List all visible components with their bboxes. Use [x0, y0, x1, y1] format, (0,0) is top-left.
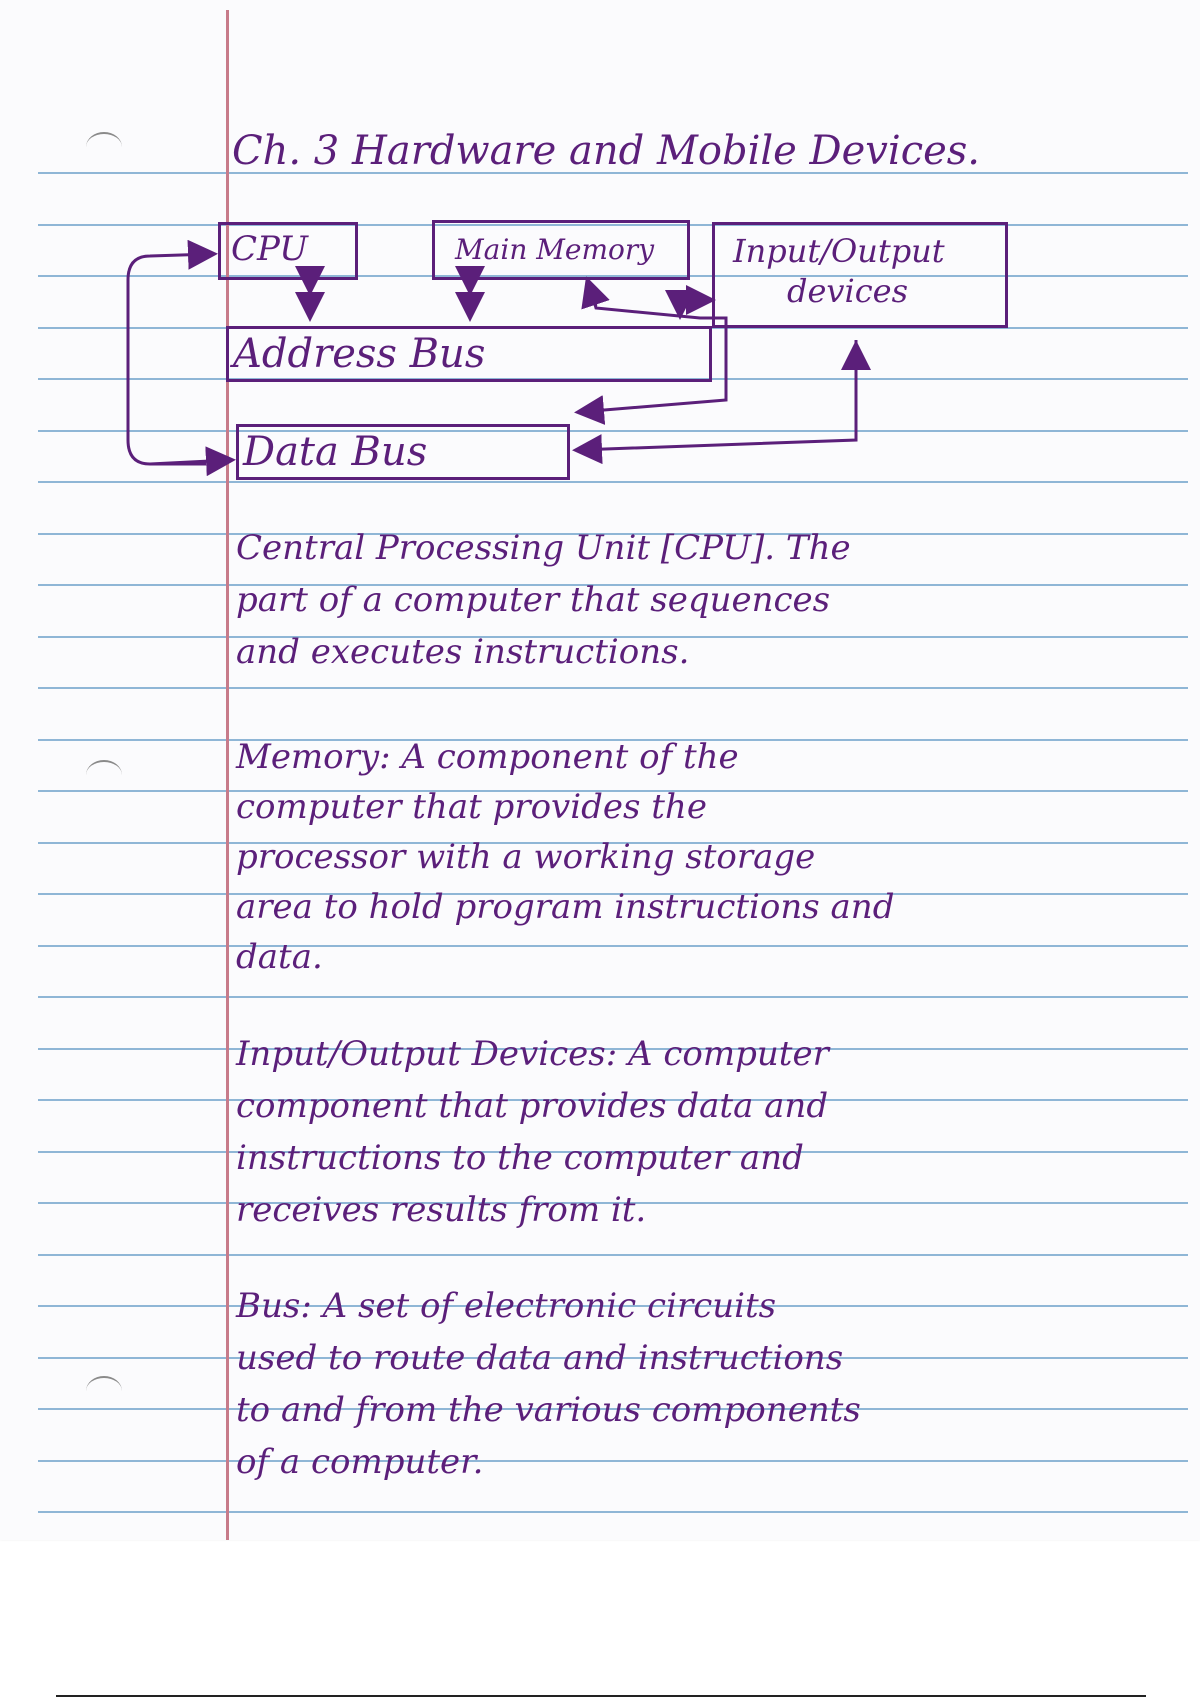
def-line: Memory: A component of the [236, 737, 739, 777]
def-line: of a computer. [236, 1442, 484, 1482]
page-title: Ch. 3 Hardware and Mobile Devices. [232, 128, 981, 174]
diagram-connectors [0, 0, 1200, 560]
data-bus-label: Data Bus [243, 429, 428, 475]
def-line: data. [236, 937, 323, 977]
ruled-line [38, 687, 1188, 689]
scan-bottom-line [56, 1695, 1146, 1697]
definition-cpu [236, 522, 1136, 678]
def-line: Input/Output Devices: A computer [236, 1034, 829, 1074]
punch-hole [86, 760, 122, 790]
io-label-line2: devices [787, 272, 909, 310]
punch-hole [86, 132, 122, 162]
def-line: to and from the various components [236, 1390, 861, 1430]
loop-to-data-arrow [150, 460, 230, 464]
main-memory-label: Main Memory [455, 233, 655, 266]
def-line: instructions to the computer and [236, 1138, 804, 1178]
data-cpu-loop [128, 254, 212, 464]
address-bus-label: Address Bus [233, 331, 486, 377]
def-line: Bus: A set of electronic circuits [236, 1286, 777, 1326]
ruled-line [38, 996, 1188, 998]
ruled-line [38, 1254, 1188, 1256]
def-line: processor with a working storage [236, 837, 816, 877]
memory-up-arrow [588, 282, 596, 306]
def-line: computer that provides the [236, 787, 707, 827]
address-bus-box [226, 326, 712, 382]
definition-memory [236, 732, 1136, 982]
io-label-line1: Input/Output [733, 232, 945, 270]
main-memory-box [432, 220, 690, 280]
ruled-line [38, 1511, 1188, 1513]
definition-io [236, 1028, 1136, 1236]
cpu-label: CPU [231, 229, 308, 269]
def-line: part of a computer that sequences [236, 580, 831, 620]
def-line: receives results from it. [236, 1190, 647, 1230]
cpu-box [218, 222, 358, 280]
def-line: area to hold program instructions and [236, 887, 895, 927]
def-line: Central Processing Unit [CPU]. The [236, 528, 851, 568]
def-line: component that provides data and [236, 1086, 829, 1126]
ruled-line [38, 481, 1188, 483]
definition-bus [236, 1280, 1136, 1488]
input-output-box [712, 222, 1008, 328]
def-line: and executes instructions. [236, 632, 690, 672]
def-line: used to route data and instructions [236, 1338, 844, 1378]
ruled-line [38, 430, 1188, 432]
punch-hole [86, 1376, 122, 1406]
data-bus-box [236, 424, 570, 480]
